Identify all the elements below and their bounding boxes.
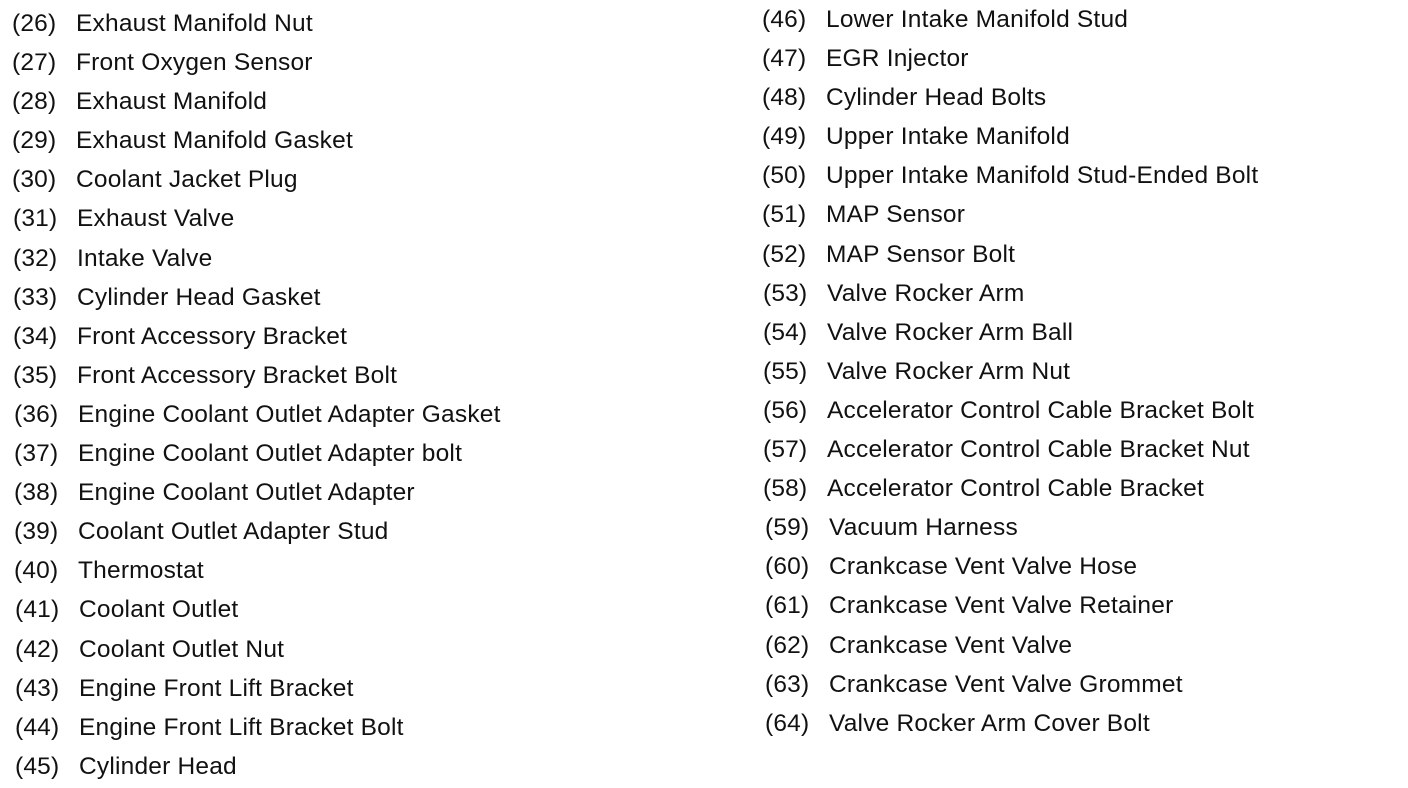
- legend-label: Crankcase Vent Valve Retainer: [829, 592, 1174, 620]
- legend-number: (48): [762, 84, 807, 112]
- legend-number: (61): [765, 592, 810, 620]
- legend-label: Lower Intake Manifold Stud: [826, 6, 1129, 33]
- legend-number: (40): [14, 557, 59, 585]
- legend-number: (29): [12, 127, 57, 155]
- legend-number: (30): [12, 166, 57, 194]
- legend-label: Coolant Outlet Nut: [79, 635, 285, 663]
- legend-label: Engine Front Lift Bracket: [79, 674, 354, 702]
- legend-label: Thermostat: [78, 557, 204, 585]
- legend-label: Cylinder Head Gasket: [77, 283, 321, 311]
- legend-item-33: [12, 278, 712, 317]
- legend-item-41: [12, 590, 712, 629]
- legend-label: Exhaust Manifold Gasket: [76, 127, 353, 155]
- legend-number: (52): [762, 240, 807, 268]
- legend-item-32: [12, 239, 712, 278]
- legend-label: Front Oxygen Sensor: [76, 49, 313, 77]
- legend-label: Accelerator Control Cable Bracket Nut: [827, 436, 1250, 464]
- legend-number: (55): [763, 357, 808, 385]
- legend-label: Vacuum Harness: [829, 514, 1018, 542]
- legend-item-63: [762, 665, 1402, 704]
- legend-item-29: [12, 121, 712, 160]
- legend-item-61: [762, 586, 1402, 625]
- legend-number: (42): [15, 635, 60, 663]
- legend-item-44: [12, 708, 712, 747]
- legend-number: (53): [763, 279, 808, 307]
- legend-item-47: [762, 39, 1402, 78]
- legend-label: Coolant Jacket Plug: [76, 166, 298, 194]
- legend-label: Engine Front Lift Bracket Bolt: [79, 713, 404, 741]
- legend-item-58: [762, 469, 1402, 508]
- legend-label: Front Accessory Bracket: [77, 322, 348, 350]
- legend-label: MAP Sensor Bolt: [826, 240, 1016, 268]
- legend-number: (39): [14, 518, 59, 546]
- legend-item-56: [762, 391, 1402, 430]
- legend-item-37: [12, 434, 712, 473]
- legend-number: (51): [762, 201, 807, 229]
- legend-label: Engine Coolant Outlet Adapter bolt: [78, 440, 463, 468]
- legend-number: (36): [14, 400, 59, 428]
- legend-label: Intake Valve: [77, 244, 213, 272]
- legend-item-26: [12, 4, 712, 43]
- legend-number: (59): [765, 514, 810, 542]
- legend-item-38: [12, 473, 712, 512]
- legend-label: Cylinder Head Bolts: [826, 84, 1047, 112]
- legend-number: (44): [15, 713, 60, 741]
- legend-label: Valve Rocker Arm Cover Bolt: [829, 709, 1150, 737]
- legend-number: (32): [13, 244, 58, 272]
- legend-number: (64): [765, 709, 810, 737]
- legend-number: (33): [13, 283, 58, 311]
- legend-number: (45): [15, 752, 60, 780]
- legend-item-28: [12, 82, 712, 121]
- legend-label: Exhaust Valve: [77, 205, 235, 233]
- legend-number: (54): [763, 318, 808, 346]
- legend-item-54: [762, 313, 1402, 352]
- legend-number: (50): [762, 162, 807, 190]
- legend-item-30: [12, 160, 712, 199]
- legend-number: (60): [765, 553, 810, 581]
- legend-number: (38): [14, 479, 59, 507]
- legend-item-36: [12, 395, 712, 434]
- legend-item-53: [762, 274, 1402, 313]
- legend-number: (62): [765, 631, 810, 659]
- legend-label: Upper Intake Manifold: [826, 123, 1070, 151]
- legend-label: Valve Rocker Arm: [827, 279, 1025, 307]
- legend-label: Coolant Outlet Adapter Stud: [78, 518, 389, 546]
- legend-number: (34): [13, 322, 58, 350]
- legend-number: (37): [14, 440, 59, 468]
- legend-label: Exhaust Manifold: [76, 88, 268, 116]
- legend-number: (58): [763, 475, 808, 503]
- legend-number: (63): [765, 670, 810, 698]
- legend-label: Coolant Outlet: [79, 596, 239, 624]
- legend-label: Engine Coolant Outlet Adapter: [78, 479, 415, 507]
- legend-item-27: [12, 43, 712, 82]
- legend-number: (35): [13, 361, 58, 389]
- legend-item-45: [12, 747, 712, 786]
- legend-item-57: [762, 430, 1402, 469]
- legend-label: EGR Injector: [826, 45, 969, 73]
- legend-label: MAP Sensor: [826, 201, 966, 229]
- legend-number: (31): [13, 205, 58, 233]
- legend-item-35: [12, 356, 712, 395]
- parts-legend-right-column: [762, 0, 1402, 743]
- legend-number: (43): [15, 674, 60, 702]
- legend-item-42: [12, 630, 712, 669]
- legend-item-60: [762, 547, 1402, 586]
- legend-number: (28): [12, 88, 57, 116]
- legend-number: (41): [15, 596, 60, 624]
- legend-item-48: [762, 78, 1402, 117]
- legend-label: Crankcase Vent Valve Hose: [829, 553, 1138, 581]
- legend-number: (49): [762, 123, 807, 151]
- legend-item-51: [762, 195, 1402, 234]
- legend-label: Valve Rocker Arm Ball: [827, 318, 1074, 346]
- legend-label: Valve Rocker Arm Nut: [827, 357, 1071, 385]
- legend-label: Crankcase Vent Valve Grommet: [829, 670, 1183, 698]
- legend-number: (26): [12, 10, 57, 37]
- legend-item-59: [762, 508, 1402, 547]
- legend-item-64: [762, 704, 1402, 743]
- legend-item-40: [12, 551, 712, 590]
- legend-item-39: [12, 512, 712, 551]
- legend-label: Exhaust Manifold Nut: [76, 10, 313, 37]
- legend-item-55: [762, 352, 1402, 391]
- legend-item-50: [762, 156, 1402, 195]
- legend-item-49: [762, 117, 1402, 156]
- legend-number: (56): [763, 396, 808, 424]
- legend-label: Cylinder Head: [79, 752, 237, 780]
- legend-item-62: [762, 626, 1402, 665]
- legend-item-52: [762, 235, 1402, 274]
- legend-item-31: [12, 199, 712, 238]
- parts-legend-left-column: [12, 4, 712, 786]
- legend-number: (47): [762, 45, 807, 73]
- legend-label: Front Accessory Bracket Bolt: [77, 361, 398, 389]
- legend-item-46: [762, 0, 1402, 39]
- legend-item-34: [12, 317, 712, 356]
- legend-label: Crankcase Vent Valve: [829, 631, 1073, 659]
- legend-number: (57): [763, 436, 808, 464]
- legend-label: Engine Coolant Outlet Adapter Gasket: [78, 400, 501, 428]
- legend-label: Upper Intake Manifold Stud-Ended Bolt: [826, 162, 1259, 190]
- legend-item-43: [12, 669, 712, 708]
- legend-number: (46): [762, 6, 807, 33]
- legend-number: (27): [12, 49, 57, 77]
- legend-label: Accelerator Control Cable Bracket: [827, 475, 1204, 503]
- legend-label: Accelerator Control Cable Bracket Bolt: [827, 396, 1255, 424]
